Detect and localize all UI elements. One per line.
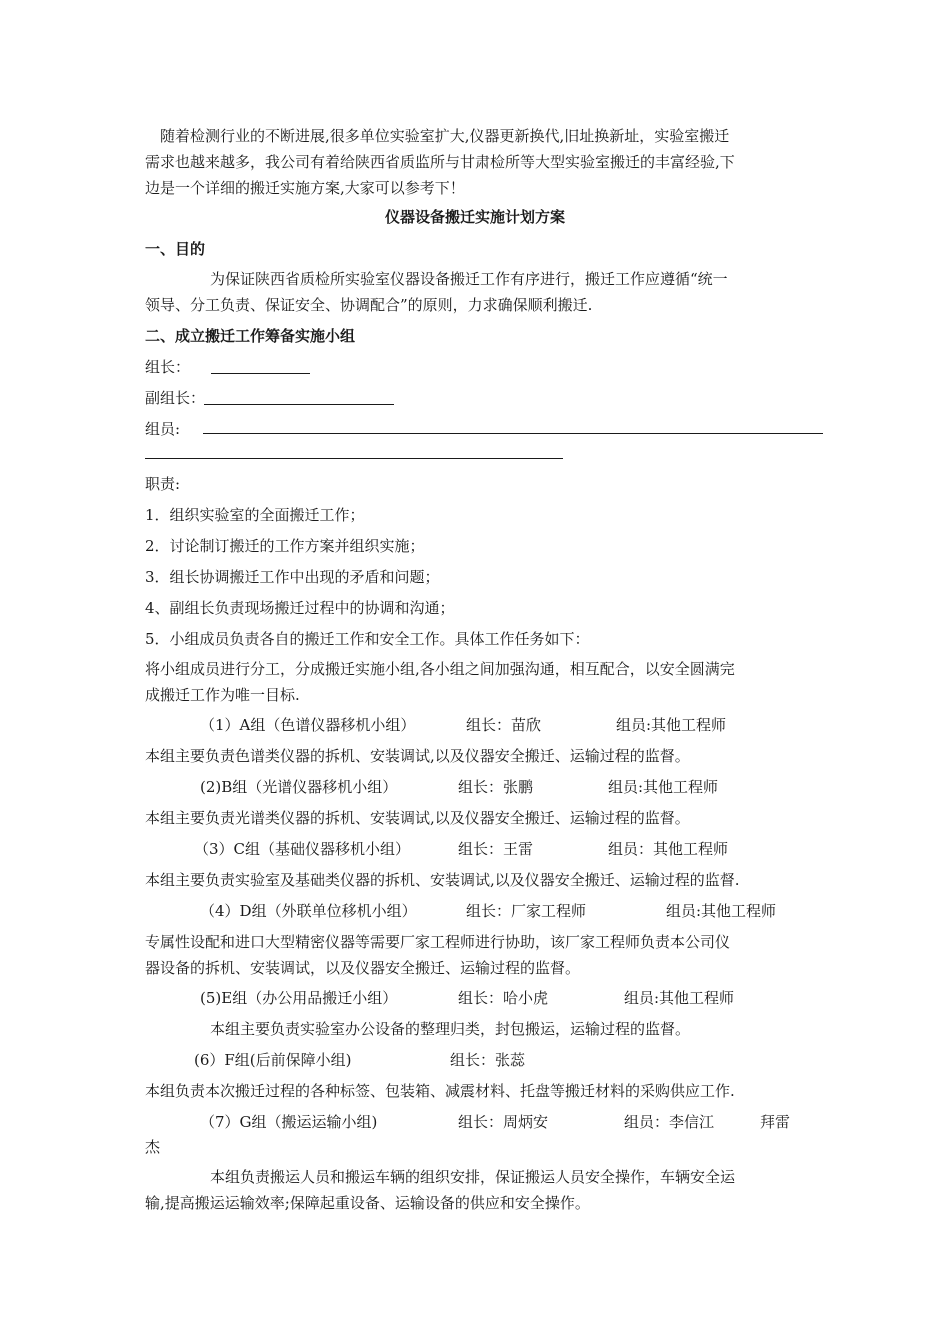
duty-item: 5．小组成员负责各自的搬迁工作和安全工作。具体工作任务如下：	[145, 630, 590, 648]
duty-item: 3．组长协调搬迁工作中出现的矛盾和问题；	[145, 568, 440, 586]
members-blank-1	[203, 433, 823, 434]
group-e-leader: 组长：哈小虎	[458, 989, 549, 1007]
purpose-line-2: 领导、分工负责、保证安全、协调配合”的原则，力求确保顺利搬迁.	[145, 296, 593, 314]
group-e-members: 组员:其他工程师	[624, 989, 735, 1007]
deputy-leader-label: 副组长：	[145, 389, 206, 407]
group-d-description-line-2: 器设备的拆机、安装调试，以及仪器安全搬迁、运输过程的监督。	[145, 959, 581, 977]
group-d-name: （4）D组（外联单位移机小组）	[200, 902, 417, 920]
group-e-description: 本组主要负责实验室办公设备的整理归类，封包搬运，运输过程的监督。	[210, 1020, 691, 1038]
group-f-leader: 组长：张蕊	[450, 1051, 526, 1069]
group-d-members: 组员:其他工程师	[666, 902, 777, 920]
intro-line-1: 随着检测行业的不断进展,很多单位实验室扩大,仪器更新换代,旧址换新址，实验室搬迁	[160, 127, 730, 145]
duty-item: 4、副组长负责现场搬迁过程中的协调和沟通；	[145, 599, 455, 617]
group-f-name: (6）F组(后前保障小组)	[194, 1051, 352, 1069]
group-b-leader: 组长：张鹏	[458, 778, 534, 796]
group-g-members-wrap: 杰	[145, 1138, 161, 1156]
leader-label: 组长：	[145, 358, 191, 376]
group-e-name: (5)E组（办公用品搬迁小组）	[200, 989, 398, 1007]
arrangement-line-1: 将小组成员进行分工，分成搬迁实施小组,各小组之间加强沟通，相互配合，以安全圆满完	[145, 660, 735, 678]
group-a-name: （1）A组（色谱仪器移机小组）	[200, 716, 416, 734]
deputy-leader-blank	[204, 404, 394, 405]
members-blank-2	[145, 458, 563, 459]
group-c-description: 本组主要负责实验室及基础类仪器的拆机、安装调试,以及仪器安全搬迁、运输过程的监督.	[145, 871, 740, 889]
duty-item: 1．组织实验室的全面搬迁工作；	[145, 506, 365, 524]
members-label: 组员:	[145, 420, 181, 438]
group-b-name: (2)B组（光谱仪器移机小组）	[200, 778, 398, 796]
intro-line-3: 边是一个详细的搬迁实施方案,大家可以参考下！	[145, 179, 465, 197]
group-c-members: 组员：其他工程师	[608, 840, 729, 858]
duty-item: 2．讨论制订搬迁的工作方案并组织实施；	[145, 537, 425, 555]
group-g-description-line-1: 本组负责搬运人员和搬运车辆的组织安排，保证搬运人员安全操作，车辆安全运	[210, 1168, 736, 1186]
group-f-description: 本组负责本次搬迁过程的各种标签、包装箱、减震材料、托盘等搬迁材料的采购供应工作.	[145, 1082, 735, 1100]
section-1-heading: 一、目的	[145, 240, 206, 258]
arrangement-line-2: 成搬迁工作为唯一目标.	[145, 686, 300, 704]
group-b-members: 组员:其他工程师	[608, 778, 719, 796]
group-a-members: 组员:其他工程师	[616, 716, 727, 734]
group-g-description-line-2: 输,提高搬运运输效率;保障起重设备、运输设备的供应和安全操作。	[145, 1194, 590, 1212]
group-a-leader: 组长：苗欣	[466, 716, 542, 734]
intro-line-2: 需求也越来越多，我公司有着给陕西省质监所与甘肃检所等大型实验室搬迁的丰富经验,下	[145, 153, 735, 171]
group-a-description: 本组主要负责色谱类仪器的拆机、安装调试,以及仪器安全搬迁、运输过程的监督。	[145, 747, 690, 765]
group-g-members: 组员：李信江	[624, 1113, 715, 1131]
group-b-description: 本组主要负责光谱类仪器的拆机、安装调试,以及仪器安全搬迁、运输过程的监督。	[145, 809, 690, 827]
section-2-heading: 二、成立搬迁工作筹备实施小组	[145, 327, 356, 345]
purpose-line-1: 为保证陕西省质检所实验室仪器设备搬迁工作有序进行，搬迁工作应遵循“统一	[210, 270, 728, 288]
group-g-leader: 组长：周炳安	[458, 1113, 549, 1131]
group-d-leader: 组长：厂家工程师	[466, 902, 587, 920]
group-g-members-extra: 拜雷	[760, 1113, 791, 1131]
group-c-leader: 组长：王雷	[458, 840, 534, 858]
leader-blank	[211, 373, 310, 374]
duties-label: 职责:	[145, 475, 181, 493]
group-g-name: （7）G组（搬运运输小组)	[200, 1113, 378, 1131]
document-title: 仪器设备搬迁实施计划方案	[384, 208, 565, 226]
group-d-description-line-1: 专属性设配和进口大型精密仪器等需要厂家工程师进行协助，该厂家工程师负责本公司仪	[145, 933, 731, 951]
group-c-name: （3）C组（基础仪器移机小组）	[194, 840, 411, 858]
